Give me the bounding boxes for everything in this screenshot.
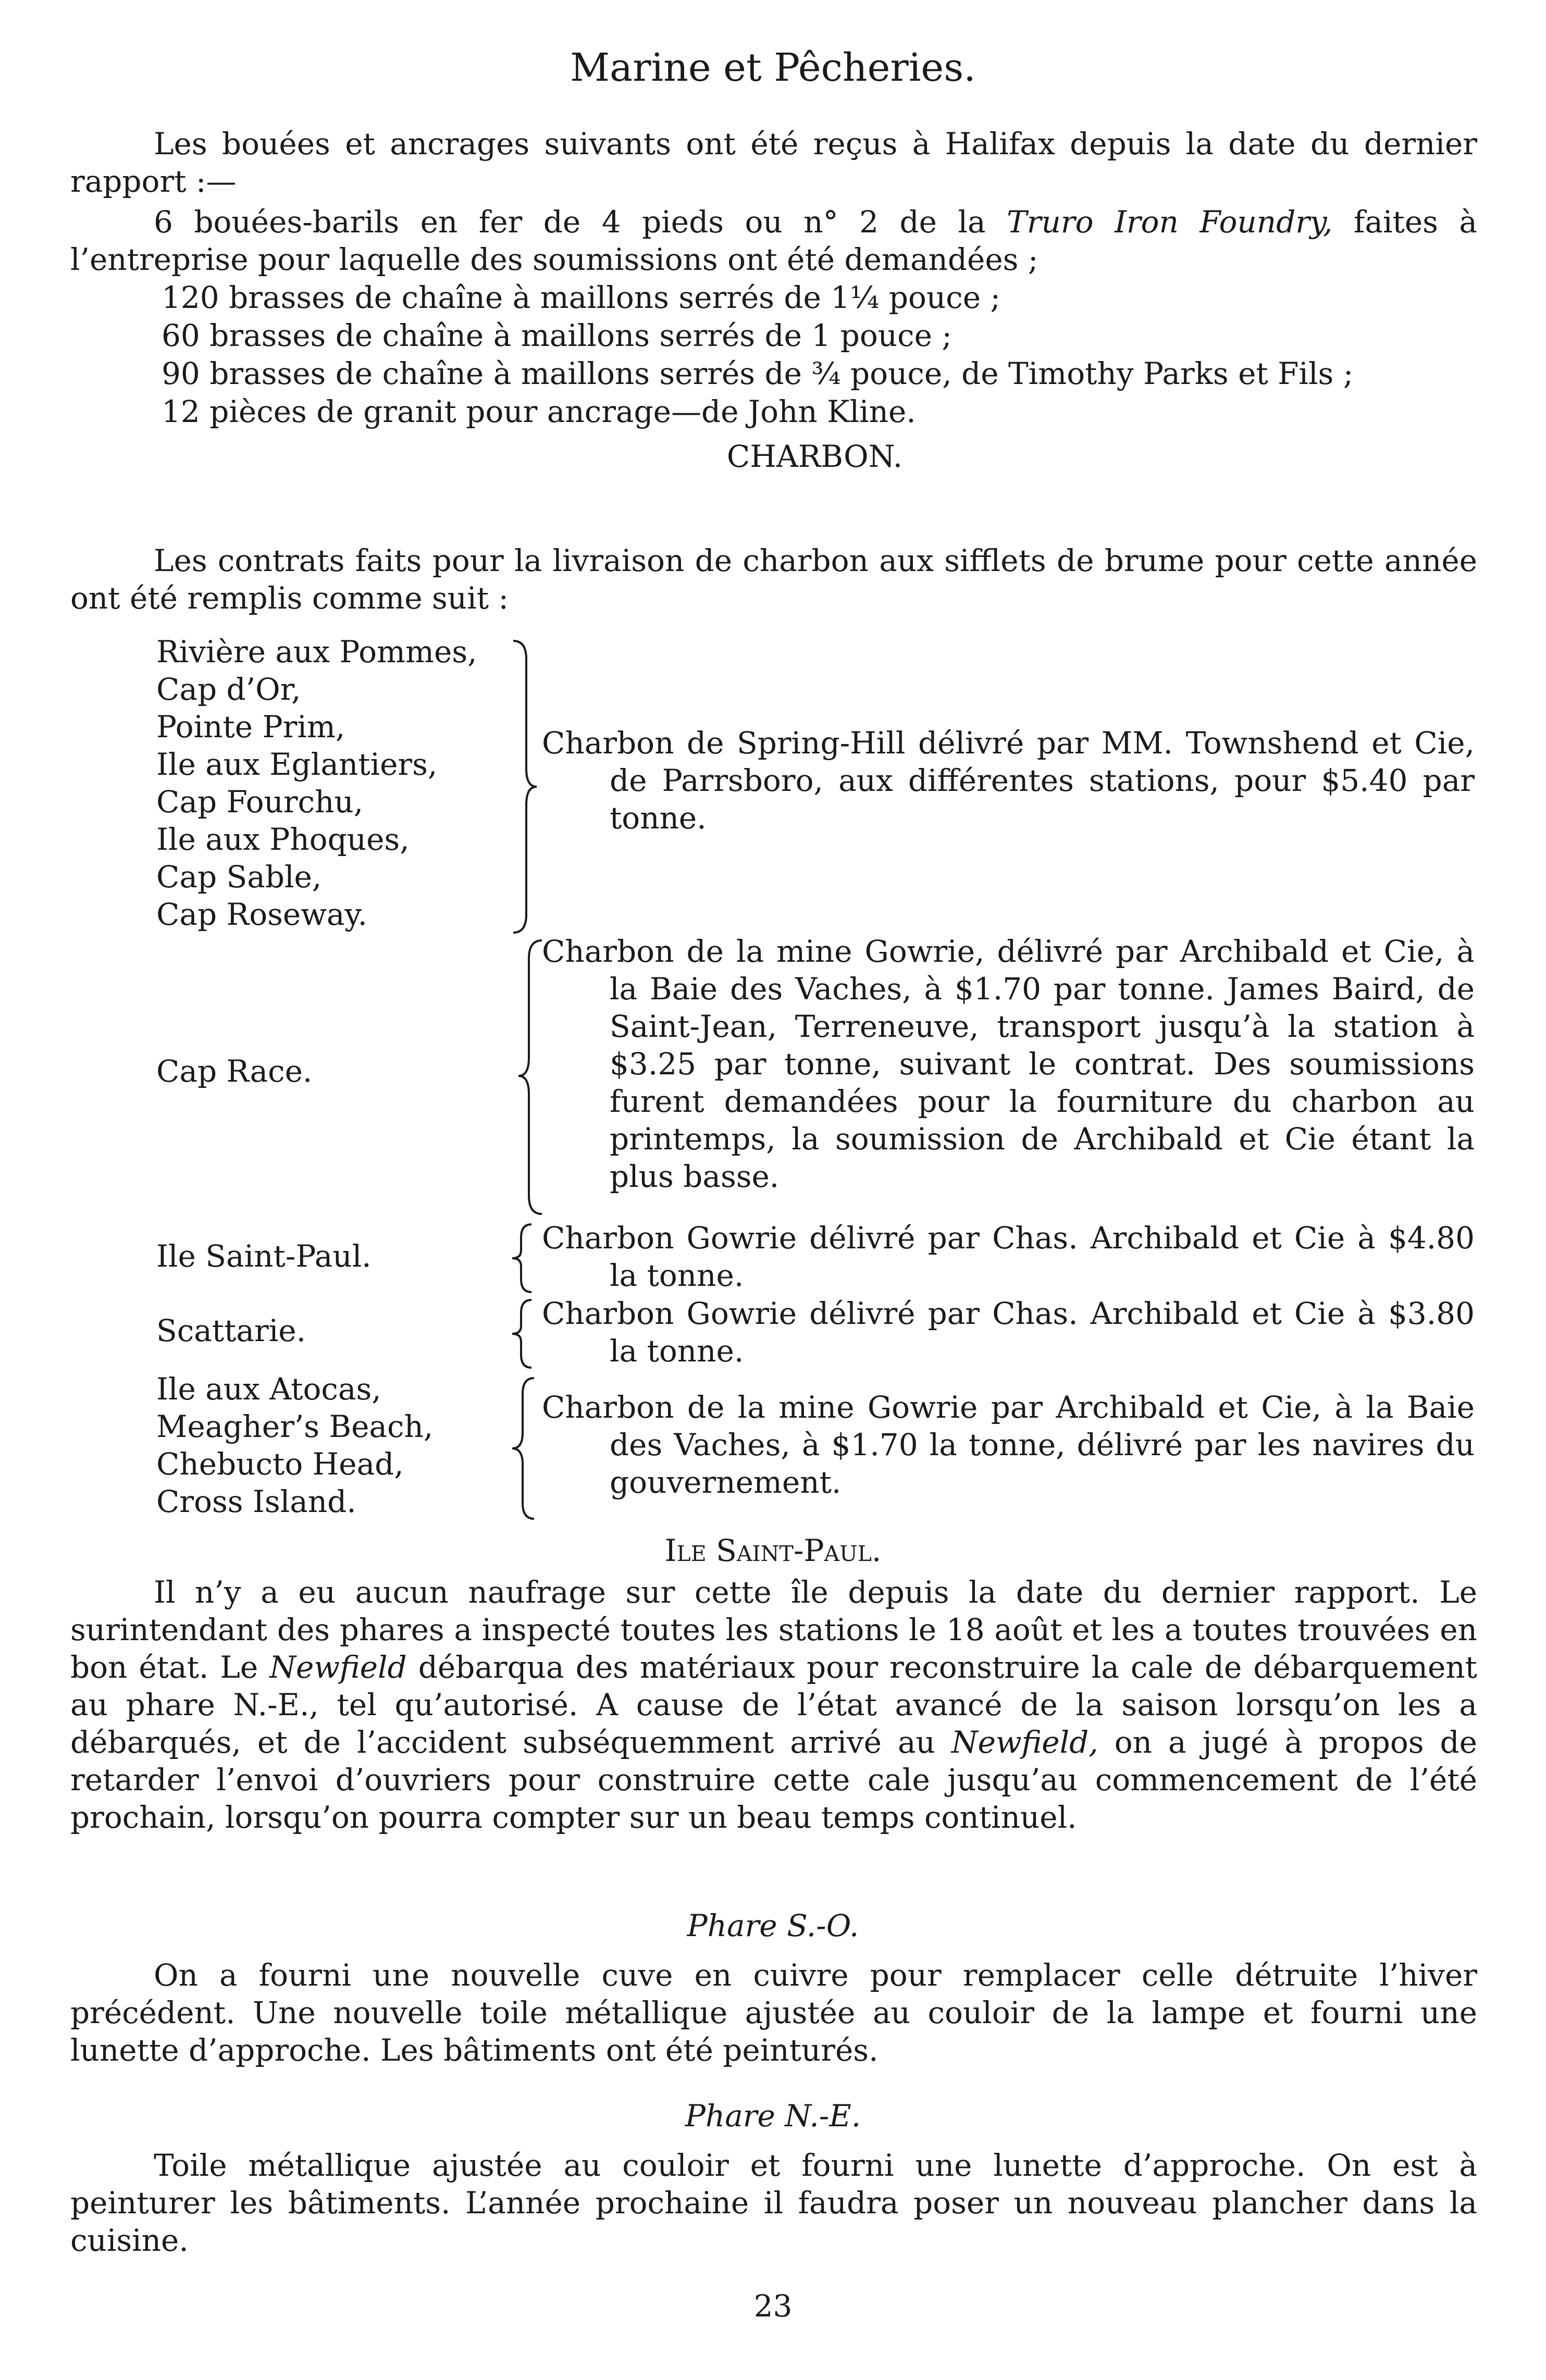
place: Scattarie.: [156, 1313, 306, 1348]
page-title: Marine et Pêcheries.: [570, 45, 976, 90]
place: Ile aux Atocas,: [156, 1371, 381, 1407]
place: Cap Roseway.: [156, 897, 367, 932]
coal-group-5-places: [156, 1370, 433, 1520]
item-chain-1: 60 brasses de chaîne à maillons serrés de 1 pouce ;: [162, 318, 952, 353]
place: Cap d’Or,: [156, 672, 301, 707]
coal-group-3-description: Charbon Gowrie délivré par Chas. Archibald et Cie à $4.80 la tonne.: [542, 1220, 1475, 1293]
place: Chebucto Head,: [156, 1446, 404, 1482]
place: Pointe Prim,: [156, 709, 345, 745]
phare-so-paragraph: On a fourni une nouvelle cuve en cuivre pour remplacer celle détruite l’hiver précédent. Une nouvelle toile métallique ajustée au couloir de la lampe et fourni une lunette d’approche. Les bâtiments ont été peinturés.: [70, 1957, 1477, 2068]
phare-ne-paragraph: Toile métallique ajustée au couloir et fourni une lunette d’approche. On est à peinturer les bâtiments. L’année prochaine il faudra poser un nouveau plancher dans la cuisine.: [70, 2148, 1477, 2258]
left-brace-5: [508, 1375, 537, 1521]
item-buoys: 6 bouées-barils en fer de 4 pieds ou n° 2 de la Truro Iron Foundry, faites à l’entreprise pour laquelle des soumissions ont été demandées ;: [70, 204, 1477, 277]
ile-saint-paul-paragraph: Il n’y a eu aucun naufrage sur cette île depuis la date du dernier rapport. Le surintendant des phares a inspecté toutes les stations le 18 août et les a toutes trouvées en bon état. Le Newfield débarqua des matériaux pour reconstruire la cale de débarquement au phare N.-E., tel qu’autorisé. A cause de l’état avancé de la saison lorsqu’on les a débarqués, et de l’accident subséquemment arrivé au Newfield, on a jugé à propos de retarder l’envoi d’ouvriers pour construire cette cale jusqu’au commencement de l’été prochain, lorsqu’on pourra compter sur un beau temps continuel.: [70, 1575, 1477, 1835]
place: Ile Saint-Paul.: [156, 1238, 372, 1274]
foundry-name: Truro Iron Foundry,: [1007, 204, 1333, 240]
left-brace-4: [508, 1297, 534, 1370]
coal-group-3-places: [156, 1237, 372, 1275]
charbon-heading: CHARBON.: [726, 439, 903, 474]
place: Cap Sable,: [156, 859, 322, 895]
place: Meagher’s Beach,: [156, 1409, 434, 1444]
ship-name: Newfield,: [951, 1725, 1098, 1760]
coal-group-1-description: Charbon de Spring-Hill délivré par MM. Townshend et Cie, de Parrsboro, aux différentes stations, pour $5.40 par tonne.: [542, 725, 1475, 836]
coal-group-5-description: Charbon de la mine Gowrie par Archibald et Cie, à la Baie des Vaches, à $1.70 la tonne, délivré par les navires du gouvernement.: [542, 1390, 1475, 1500]
ship-name: Newfield: [269, 1650, 407, 1685]
item-granite: 12 pièces de granit pour ancrage—de John Kline.: [162, 394, 916, 429]
phare-so-heading: Phare S.-O.: [687, 1908, 859, 1943]
left-brace-2: [513, 938, 545, 1217]
page-number: 23: [753, 2288, 793, 2324]
left-brace-3: [508, 1222, 534, 1295]
item-chain-1-1-4: 120 brasses de chaîne à maillons serrés de 1¼ pouce ;: [162, 280, 1001, 315]
coal-group-4-description: Charbon Gowrie délivré par Chas. Archibald et Cie à $3.80 la tonne.: [542, 1296, 1475, 1369]
place: Ile aux Phoques,: [156, 822, 410, 857]
ile-saint-paul-heading: Ile Saint-Paul.: [664, 1533, 882, 1568]
right-brace-1: [511, 638, 542, 935]
place: Cross Island.: [156, 1484, 356, 1519]
place: Cap Race.: [156, 1053, 313, 1089]
place: Rivière aux Pommes,: [156, 634, 477, 670]
coal-group-2-description: Charbon de la mine Gowrie, délivré par Archibald et Cie, à la Baie des Vaches, à $1.70 par tonne. James Baird, de Saint-Jean, Terreneuve, transport jusqu’à la station à $3.25 par tonne, suivant le contrat. Des soumissions furent demandées pour la fourniture du charbon au printemps, la soumission de Archibald et Cie étant la plus basse.: [542, 934, 1475, 1194]
item-chain-3-4: 90 brasses de chaîne à maillons serrés de ¾ pouce, de Timothy Parks et Fils ;: [162, 356, 1354, 391]
phare-ne-heading: Phare N.-E.: [685, 2098, 861, 2134]
place: Cap Fourchu,: [156, 784, 364, 820]
charbon-intro: Les contrats faits pour la livraison de charbon aux sifflets de brume pour cette année ont été remplis comme suit :: [70, 543, 1477, 616]
coal-group-1-places: [156, 633, 477, 933]
coal-group-2-places: [156, 1052, 312, 1090]
coal-group-4-places: [156, 1312, 306, 1349]
intro-paragraph: Les bouées et ancrages suivants ont été reçus à Halifax depuis la date du dernier rapport :—: [70, 126, 1477, 199]
place: Ile aux Eglantiers,: [156, 747, 438, 782]
